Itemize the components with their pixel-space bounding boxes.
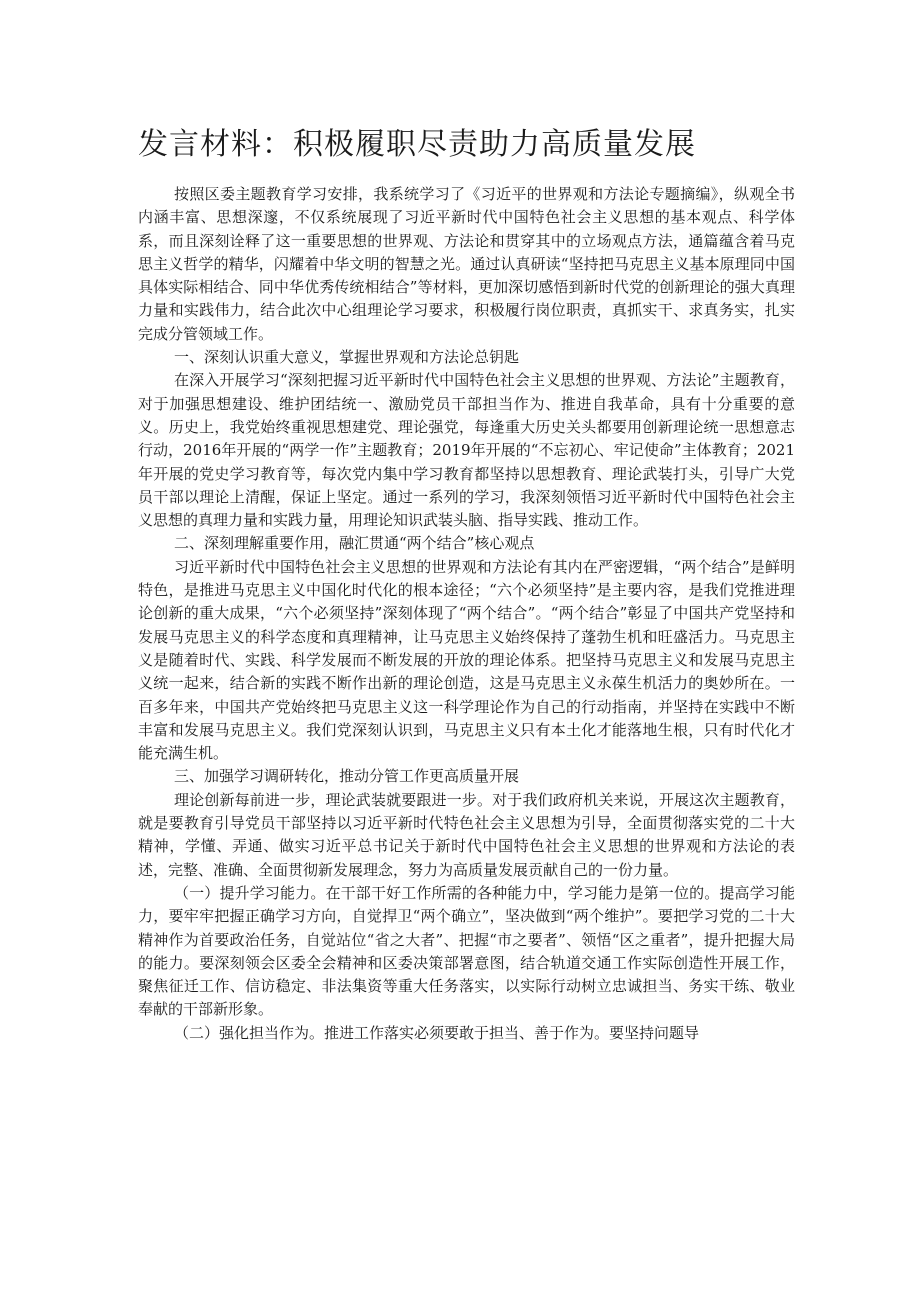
subsection-2-paragraph: （二）强化担当作为。推进工作落实必须要敢于担当、善于作为。要坚持问题导 <box>174 1023 700 1042</box>
document-body <box>138 183 795 1045</box>
section-1-paragraph: 在深入开展学习“深刻把握习近平新时代中国特色社会主义思想的世界观、方法论”主题教育，对于加强思想建设、维护团结统一、激励党员干部担当作为、推进自我革命，具有十分重要的意义。历史上，我党始终重视思想建党、理论强党，每逢重大历史关头都要用创新理论统一思想意志行动，2016年开展的“两学一作”主题教育；2019年开展的“不忘初心、牢记使命”主体教育；2021年开展的党史学习教育等，每次党内集中学习教育都坚持以思想教育、理论武装打头，引导广大党员干部以理论上清醒，保证上坚定。通过一系列的学习，我深刻领悟习近平新时代中国特色社会主义思想的真理力量和实践力量，用理论知识武装头脑、指导实践、推动工作。 <box>138 371 795 530</box>
section-3-paragraph: 理论创新每前进一步，理论武装就要跟进一步。对于我们政府机关来说，开展这次主题教育，就是要教育引导党员干部坚持以习近平新时代特色社会主义思想为引导，全面贯彻落实党的二十大精神，学懂、弄通、做实习近平总书记关于新时代中国特色社会主义思想的世界观和方法论的表述，完整、准确、全面贯彻新发展理念，努力为高质量发展贡献自己的一份力量。 <box>138 790 795 879</box>
document-page <box>138 125 795 1045</box>
section-2-paragraph: 习近平新时代中国特色社会主义思想的世界观和方法论有其内在严密逻辑，“两个结合”是鲜明特色，是推进马克思主义中国化时代化的根本途径；“六个必须坚持”是主要内容，是我们党推进理论创新的重大成果，“六个必须坚持”深刻体现了“两个结合”。“两个结合”彰显了中国共产党坚持和发展马克思主义的科学态度和真理精神，让马克思主义始终保持了蓬勃生机和旺盛活力。马克思主义是随着时代、实践、科学发展而不断发展的开放的理论体系。把坚持马克思主义和发展马克思主义统一起来，结合新的实践不断作出新的理论创造，这是马克思主义永葆生机活力的奥妙所在。一百多年来，中国共产党始终把马克思主义这一科学理论作为自己的行动指南，并坚持在实践中不断丰富和发展马克思主义。我们党深刻认识到，马克思主义只有本土化才能落地生根，只有时代化才能充满生机。 <box>138 557 795 763</box>
subsection-1-paragraph: （一）提升学习能力。在干部干好工作所需的各种能力中，学习能力是第一位的。提高学习能力，要牢牢把握正确学习方向，自觉捍卫“两个确立”，坚决做到“两个维护”。要把学习党的二十大精神作为首要政治任务，自觉站位“省之大者”、把握“市之要者”、领悟“区之重者”，提升把握大局的能力。要深刻领会区委全会精神和区委决策部署意图，结合轨道交通工作实际创造性开展工作，聚焦征迁工作、信访稳定、非法集资等重大任务落实，以实际行动树立忠诚担当、务实干练、敬业奉献的干部新形象。 <box>138 883 795 1019</box>
document-title: 发言材料：积极履职尽责助力高质量发展 <box>138 127 696 162</box>
section-heading-2: 二、深刻理解重要作用，融汇贯通“两个结合”核心观点 <box>174 534 535 553</box>
section-heading-3: 三、加强学习调研转化，推动分管工作更高质量开展 <box>174 767 520 786</box>
intro-paragraph: 按照区委主题教育学习安排，我系统学习了《习近平的世界观和方法论专题摘编》，纵观全书内涵丰富、思想深邃，不仅系统展现了习近平新时代中国特色社会主义思想的基本观点、科学体系，而且深刻诠释了这一重要思想的世界观、方法论和贯穿其中的立场观点方法，通篇蕴含着马克思主义哲学的精华，闪耀着中华文明的智慧之光。通过认真研读“坚持把马克思主义基本原理同中国具体实际相结合、同中华优秀传统相结合”等材料，更加深切感悟到新时代党的创新理论的强大真理力量和实践伟力，结合此次中心组理论学习要求，积极履行岗位职责，真抓实干、求真务实，扎实完成分管领域工作。 <box>138 185 795 343</box>
section-heading-1: 一、深刻认识重大意义，掌握世界观和方法论总钥匙 <box>174 348 520 367</box>
